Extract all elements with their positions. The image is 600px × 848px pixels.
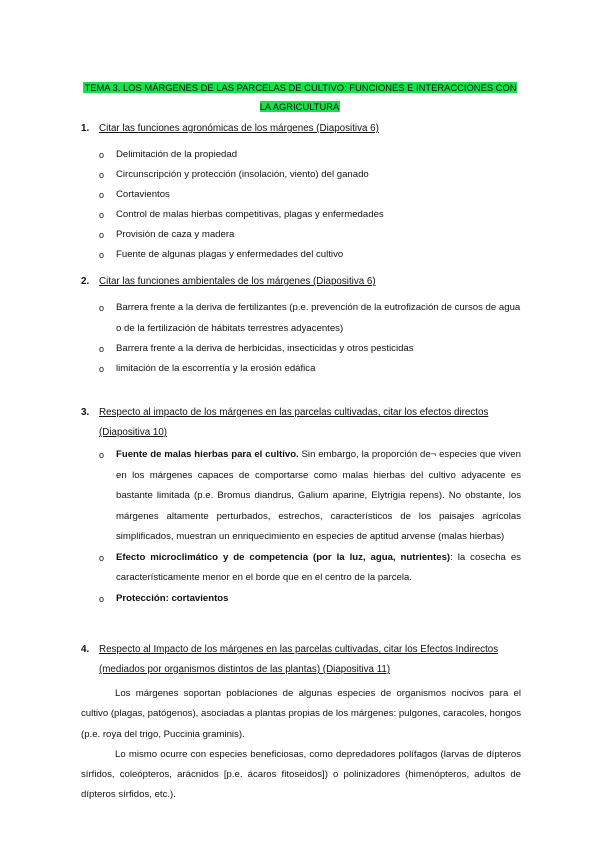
- bullet-icon: o: [99, 230, 105, 240]
- list-item: o Cortavientos: [81, 185, 521, 205]
- section-number: 1.: [81, 123, 90, 134]
- document-title: [80, 78, 520, 116]
- list-item: o Delimitación de la propiedad: [81, 145, 521, 165]
- section-4: [81, 640, 521, 806]
- list-item: o Fuente de algunas plagas y enfermedades del cultivo: [81, 245, 521, 265]
- paragraph: Lo mismo ocurre con especies beneficiosas, como depredadores polífagos (larvas de dípteros sírfidos, coleópteros, arácnidos [p.e. ácaros fitoseidos]) o polinizadores (himenópteros, adultos de dípteros sírfidos, etc.).: [81, 748, 521, 801]
- section-body: [81, 684, 521, 806]
- list-item: o Provisión de caza y madera: [81, 225, 521, 245]
- list-item: o Control de malas hierbas competitivas, plagas y enfermedades: [81, 205, 521, 225]
- bullet-icon: o: [99, 210, 105, 220]
- title-highlight: TEMA 3. LOS MÁRGENES DE LAS PARCELAS DE CULTIVO: FUNCIONES E INTERACCIONES CON LA AGRICULTURA: [84, 82, 517, 112]
- bullet-icon: o: [99, 450, 105, 460]
- section-1: [81, 120, 521, 265]
- bullet-icon: o: [99, 552, 105, 563]
- section-number: 3.: [81, 407, 90, 418]
- bullet-icon: o: [99, 593, 105, 604]
- section-title: Respecto al impacto de los márgenes en las parcelas cultivadas, citar los efectos directos (Diapositiva 10): [99, 407, 489, 438]
- bullet-icon: o: [99, 250, 105, 260]
- section-title: Citar las funciones ambientales de los márgenes (Diapositiva 6): [99, 276, 376, 287]
- list-item: o Barrera frente a la deriva de fertilizantes (p.e. prevención de la eutrofización de cursos de agua o de la fertilización de hábitats terrestres adyacentes): [81, 298, 521, 339]
- section-heading: [81, 273, 521, 291]
- list-item: o Protección: cortavientos: [81, 589, 521, 610]
- section-3: [81, 403, 521, 609]
- bullet-list: [81, 445, 521, 609]
- list-item: o limitación de la escorrentía y la erosión edáfica: [81, 359, 521, 379]
- section-title: Respecto al Impacto de los márgenes en las parcelas cultivadas, citar los Efectos Indirectos (mediados por organismos distintos de las plantas) (Diapositiva 11): [99, 644, 499, 675]
- section-number: 2.: [81, 276, 90, 287]
- list-item: o Efecto microclimático y de competencia (por la luz, agua, nutrientes): la cosecha es característicamente menor en el borde que en el centro de la parcela.: [81, 548, 521, 589]
- paragraph: Los márgenes soportan poblaciones de algunas especies de organismos nocivos para el cultivo (plagas, patógenos), asociadas a plantas propias de los márgenes: pulgones, caracoles, hongos (p.e. roya del trigo, Puccinia graminis).: [81, 688, 521, 740]
- bullet-icon: o: [99, 150, 105, 160]
- bullet-icon: o: [99, 190, 105, 200]
- bullet-icon: o: [99, 170, 105, 180]
- section-heading: [81, 403, 521, 443]
- section-title: Citar las funciones agronómicas de los márgenes (Diapositiva 6): [99, 123, 379, 134]
- bullet-icon: o: [99, 364, 105, 374]
- bullet-list: [81, 145, 521, 265]
- bullet-list: [81, 298, 521, 379]
- list-item: o Circunscripción y protección (insolación, viento) del ganado: [81, 165, 521, 185]
- section-heading: [81, 120, 521, 138]
- section-heading: [81, 640, 521, 680]
- bullet-icon: o: [99, 303, 105, 313]
- list-item: o Barrera frente a la deriva de herbicidas, insecticidas y otros pesticidas: [81, 339, 521, 359]
- section-number: 4.: [81, 644, 90, 655]
- section-2: [81, 273, 521, 379]
- list-item: o Fuente de malas hierbas para el cultivo. Sin embargo, la proporción de¬ especies que viven en los márgenes capaces de comportarse como malas hierbas del cultivo adyacente es bastante limitada (p.e. Bromus diandrus, Galium aparine, Elytrigia repens). No obstante, los márgenes altamente perturbados, estrechos, característicos de los paisajes agrícolas simplificados, muestran un enriquecimiento en especies de aptitud arvense (malas hierbas): [81, 445, 521, 548]
- bullet-icon: o: [99, 344, 105, 354]
